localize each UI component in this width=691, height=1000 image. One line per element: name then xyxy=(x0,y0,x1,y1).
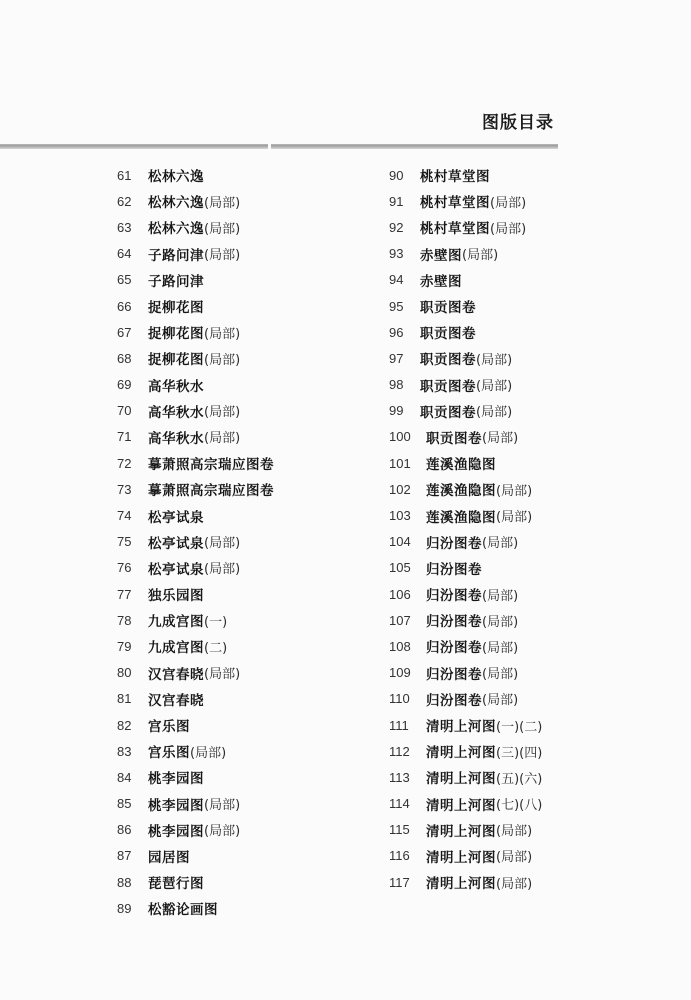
plate-number: 99 xyxy=(389,403,404,419)
toc-entry xyxy=(389,214,619,240)
toc-entry xyxy=(389,398,619,424)
plate-number: 102 xyxy=(389,481,411,497)
plate-title: 高华秋水 xyxy=(148,404,204,421)
plate-title: 清明上河图 xyxy=(426,797,496,814)
toc-entry xyxy=(117,502,347,528)
toc-entry xyxy=(389,502,619,528)
plate-title: 高华秋水 xyxy=(148,430,204,447)
plate-number: 116 xyxy=(389,848,410,864)
plate-title: 捉柳花图 xyxy=(148,352,204,369)
plate-note: (局部) xyxy=(204,798,241,814)
plate-title: 职贡图卷 xyxy=(426,430,482,447)
plate-number: 67 xyxy=(117,324,132,340)
toc-entry xyxy=(389,764,619,790)
plate-title: 松豁论画图 xyxy=(148,902,218,919)
plate-note: (局部) xyxy=(204,431,241,447)
toc-entry xyxy=(389,633,619,659)
toc-entry xyxy=(389,686,619,712)
plate-number: 88 xyxy=(117,874,132,890)
plate-note: (局部) xyxy=(204,248,241,264)
plate-number: 95 xyxy=(389,298,404,314)
plate-number: 76 xyxy=(117,560,132,576)
plate-title: 松林六逸 xyxy=(148,195,204,212)
toc-entry xyxy=(389,791,619,817)
plate-note: (一) xyxy=(204,614,228,630)
plate-title: 桃李园图 xyxy=(148,771,204,788)
toc-entry xyxy=(389,581,619,607)
plate-title: 摹萧照高宗瑞应图卷 xyxy=(148,483,274,500)
plate-title: 归汾图卷 xyxy=(426,692,482,709)
plate-title: 子路问津 xyxy=(148,247,204,264)
page-title: 图版目录 xyxy=(482,113,554,133)
toc-entry xyxy=(117,686,347,712)
plate-title: 归汾图卷 xyxy=(426,640,482,657)
toc-column-left xyxy=(117,162,347,921)
toc-entry xyxy=(117,372,347,398)
plate-title: 桃村草堂图 xyxy=(420,221,490,238)
plate-title: 九成宫图 xyxy=(148,640,204,657)
toc-entry xyxy=(389,869,619,895)
plate-note: (三)(四) xyxy=(496,745,543,761)
toc-entry xyxy=(389,267,619,293)
plate-title: 高华秋水 xyxy=(148,378,204,395)
plate-note: (局部) xyxy=(490,221,527,237)
plate-note: (二) xyxy=(204,640,228,656)
plate-note: (局部) xyxy=(482,588,519,604)
plate-number: 98 xyxy=(389,377,404,393)
plate-title: 松亭试泉 xyxy=(148,561,204,578)
plate-title: 归汾图卷 xyxy=(426,614,482,631)
plate-number: 78 xyxy=(117,612,132,628)
toc-entry xyxy=(389,162,619,188)
plate-note: (一)(二) xyxy=(496,719,543,735)
plate-title: 赤壁图 xyxy=(420,247,462,264)
plate-number: 100 xyxy=(389,429,411,445)
plate-number: 91 xyxy=(389,193,404,209)
plate-note: (局部) xyxy=(204,562,241,578)
plate-title: 莲溪渔隐图 xyxy=(426,483,496,500)
plate-note: (局部) xyxy=(204,536,241,552)
plate-title: 职贡图卷 xyxy=(420,352,476,369)
toc-entry xyxy=(117,267,347,293)
plate-number: 92 xyxy=(389,219,404,235)
plate-note: (局部) xyxy=(496,850,533,866)
plate-title: 园居图 xyxy=(148,849,190,866)
toc-entry xyxy=(389,529,619,555)
toc-entry xyxy=(117,843,347,869)
plate-number: 80 xyxy=(117,665,132,681)
toc-entry xyxy=(389,424,619,450)
plate-number: 117 xyxy=(389,874,410,890)
plate-number: 94 xyxy=(389,272,404,288)
plate-number: 72 xyxy=(117,455,132,471)
plate-note: (五)(六) xyxy=(496,771,543,787)
toc-entry xyxy=(117,712,347,738)
toc-entry xyxy=(389,188,619,214)
toc-entry xyxy=(389,476,619,502)
plate-note: (局部) xyxy=(190,745,227,761)
plate-number: 111 xyxy=(389,717,409,733)
plate-note: (局部) xyxy=(496,876,533,892)
toc-entry xyxy=(117,450,347,476)
toc-entry xyxy=(117,791,347,817)
toc-entry xyxy=(389,241,619,267)
plate-number: 103 xyxy=(389,508,411,524)
plate-number: 81 xyxy=(117,691,132,707)
toc-entry xyxy=(117,424,347,450)
plate-title: 归汾图卷 xyxy=(426,588,482,605)
toc-entry xyxy=(117,607,347,633)
plate-number: 69 xyxy=(117,377,132,393)
plate-number: 63 xyxy=(117,219,132,235)
toc-entry xyxy=(117,345,347,371)
plate-number: 70 xyxy=(117,403,132,419)
plate-note: (局部) xyxy=(204,667,241,683)
toc-column-right xyxy=(389,162,619,895)
plate-title: 宫乐图 xyxy=(148,745,190,762)
toc-entry xyxy=(117,162,347,188)
plate-number: 85 xyxy=(117,796,132,812)
plate-title: 赤壁图 xyxy=(420,273,462,290)
plate-note: (局部) xyxy=(462,248,499,264)
plate-number: 107 xyxy=(389,612,411,628)
plate-note: (局部) xyxy=(482,614,519,630)
plate-title: 捉柳花图 xyxy=(148,326,204,343)
toc-entry xyxy=(389,607,619,633)
plate-number: 97 xyxy=(389,350,404,366)
plate-number: 106 xyxy=(389,586,411,602)
toc-entry xyxy=(117,241,347,267)
plate-number: 75 xyxy=(117,534,132,550)
toc-entry xyxy=(117,764,347,790)
toc-entry xyxy=(117,214,347,240)
toc-entry xyxy=(389,345,619,371)
plate-note: (局部) xyxy=(204,221,241,237)
plate-number: 105 xyxy=(389,560,411,576)
plate-note: (局部) xyxy=(490,195,527,211)
plate-number: 112 xyxy=(389,743,410,759)
plate-number: 114 xyxy=(389,796,410,812)
plate-number: 79 xyxy=(117,638,132,654)
toc-entry xyxy=(389,660,619,686)
plate-title: 归汾图卷 xyxy=(426,666,482,683)
plate-note: (局部) xyxy=(204,824,241,840)
plate-number: 64 xyxy=(117,246,132,262)
plate-note: (局部) xyxy=(476,405,513,421)
plate-title: 汉宫春晓 xyxy=(148,666,204,683)
plate-number: 104 xyxy=(389,534,411,550)
plate-note: (局部) xyxy=(482,693,519,709)
plate-title: 捉柳花图 xyxy=(148,300,204,317)
plate-title: 子路问津 xyxy=(148,273,204,290)
plate-title: 清明上河图 xyxy=(426,745,496,762)
toc-entry xyxy=(117,555,347,581)
plate-note: (局部) xyxy=(482,431,519,447)
toc-entry xyxy=(117,581,347,607)
plate-title: 桃村草堂图 xyxy=(420,195,490,212)
plate-number: 83 xyxy=(117,743,132,759)
toc-entry xyxy=(117,529,347,555)
plate-note: (七)(八) xyxy=(496,798,543,814)
toc-entry xyxy=(389,817,619,843)
toc-entry xyxy=(389,372,619,398)
plate-title: 莲溪渔隐图 xyxy=(426,457,496,474)
plate-number: 110 xyxy=(389,691,410,707)
plate-title: 九成宫图 xyxy=(148,614,204,631)
plate-title: 桃李园图 xyxy=(148,797,204,814)
plate-number: 77 xyxy=(117,586,132,602)
plate-number: 62 xyxy=(117,193,132,209)
toc-entry xyxy=(117,398,347,424)
toc-entry xyxy=(117,633,347,659)
plate-title: 清明上河图 xyxy=(426,876,496,893)
plate-title: 独乐园图 xyxy=(148,588,204,605)
plate-title: 职贡图卷 xyxy=(420,326,476,343)
toc-entry xyxy=(117,188,347,214)
toc-entry xyxy=(117,895,347,921)
plate-number: 68 xyxy=(117,350,132,366)
plate-title: 琵琶行图 xyxy=(148,876,204,893)
plate-number: 90 xyxy=(389,167,404,183)
plate-note: (局部) xyxy=(476,379,513,395)
toc-entry xyxy=(117,660,347,686)
plate-note: (局部) xyxy=(204,352,241,368)
plate-title: 职贡图卷 xyxy=(420,404,476,421)
plate-number: 108 xyxy=(389,638,411,654)
plate-number: 71 xyxy=(117,429,132,445)
plate-note: (局部) xyxy=(204,326,241,342)
plate-number: 89 xyxy=(117,900,132,916)
toc-entry xyxy=(389,712,619,738)
plate-title: 清明上河图 xyxy=(426,849,496,866)
plate-number: 93 xyxy=(389,246,404,262)
plate-title: 清明上河图 xyxy=(426,719,496,736)
plate-note: (局部) xyxy=(496,483,533,499)
plate-title: 职贡图卷 xyxy=(420,300,476,317)
plate-number: 101 xyxy=(389,455,411,471)
plate-number: 65 xyxy=(117,272,132,288)
toc-entry xyxy=(117,319,347,345)
toc-entry xyxy=(389,450,619,476)
plate-title: 摹萧照高宗瑞应图卷 xyxy=(148,457,274,474)
plate-title: 莲溪渔隐图 xyxy=(426,509,496,526)
plate-title: 汉宫春晓 xyxy=(148,692,204,709)
plate-title: 松林六逸 xyxy=(148,221,204,238)
plate-title: 职贡图卷 xyxy=(420,378,476,395)
toc-entry xyxy=(389,555,619,581)
plate-number: 113 xyxy=(389,769,410,785)
plate-title: 清明上河图 xyxy=(426,823,496,840)
plate-title: 归汾图卷 xyxy=(426,535,482,552)
header-rule-gap xyxy=(268,143,271,150)
plate-title: 桃村草堂图 xyxy=(420,169,490,186)
toc-entry xyxy=(389,293,619,319)
plate-number: 87 xyxy=(117,848,132,864)
plate-note: (局部) xyxy=(496,824,533,840)
toc-entry xyxy=(117,476,347,502)
plate-number: 84 xyxy=(117,769,132,785)
toc-entry xyxy=(117,817,347,843)
plate-title: 清明上河图 xyxy=(426,771,496,788)
plate-number: 96 xyxy=(389,324,404,340)
plate-note: (局部) xyxy=(204,405,241,421)
plate-number: 66 xyxy=(117,298,132,314)
plate-note: (局部) xyxy=(482,667,519,683)
plate-number: 74 xyxy=(117,508,132,524)
plate-note: (局部) xyxy=(204,195,241,211)
plate-number: 82 xyxy=(117,717,132,733)
plate-title: 桃李园图 xyxy=(148,823,204,840)
plate-title: 归汾图卷 xyxy=(426,561,482,578)
plate-title: 宫乐图 xyxy=(148,719,190,736)
plate-number: 73 xyxy=(117,481,132,497)
toc-entry xyxy=(117,869,347,895)
plate-note: (局部) xyxy=(476,352,513,368)
plate-note: (局部) xyxy=(496,510,533,526)
header-rule xyxy=(0,144,558,149)
plate-title: 松亭试泉 xyxy=(148,509,204,526)
toc-entry xyxy=(389,843,619,869)
toc-entry xyxy=(117,293,347,319)
plate-note: (局部) xyxy=(482,640,519,656)
toc-entry xyxy=(117,738,347,764)
plate-number: 109 xyxy=(389,665,411,681)
plate-number: 86 xyxy=(117,822,132,838)
toc-entry xyxy=(389,319,619,345)
toc-entry xyxy=(389,738,619,764)
plate-title: 松亭试泉 xyxy=(148,535,204,552)
plate-title: 松林六逸 xyxy=(148,169,204,186)
plate-note: (局部) xyxy=(482,536,519,552)
plate-number: 115 xyxy=(389,822,410,838)
plate-number: 61 xyxy=(117,167,132,183)
